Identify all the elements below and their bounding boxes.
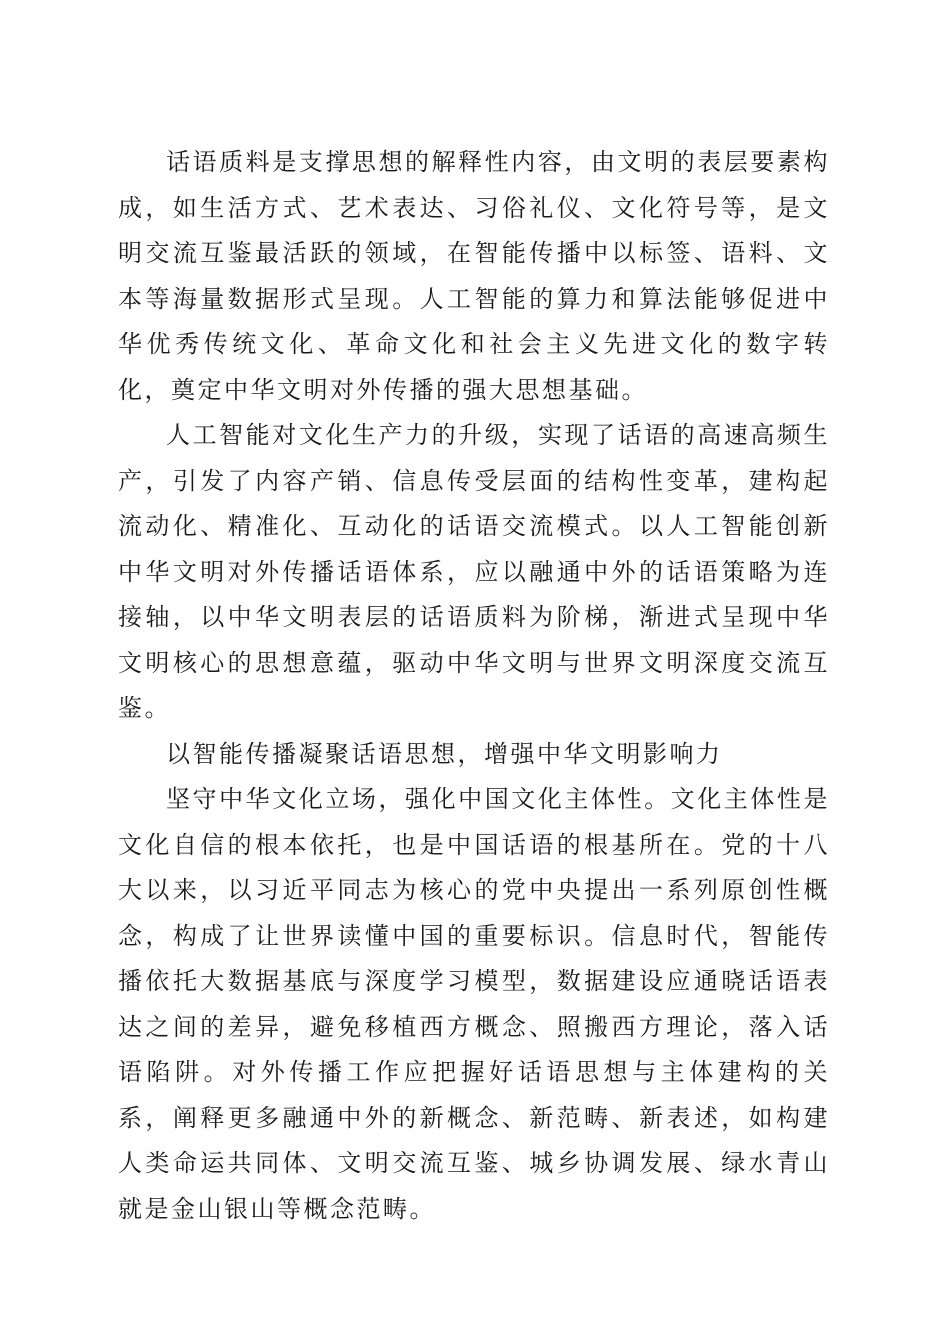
paragraph-ai-productivity: 人工智能对文化生产力的升级，实现了话语的高速高频生产，引发了内容产销、信息传受层面的结构性变革，建构起流动化、精准化、互动化的话语交流模式。以人工智能创新中华文明对外传播话语体系，应以融通中外的话语策略为连接轴，以中华文明表层的话语质料为阶梯，渐进式呈现中华文明核心的思想意蕴，驱动中华文明与世界文明深度交流互鉴。	[118, 421, 830, 722]
paragraph-cultural-subjectivity: 坚守中华文化立场，强化中国文化主体性。文化主体性是文化自信的根本依托，也是中国话语的根基所在。党的十八大以来，以习近平同志为核心的党中央提出一系列原创性概念，构成了让世界读懂中国的重要标识。信息时代，智能传播依托大数据基底与深度学习模型，数据建设应通晓话语表达之间的差异，避免移植西方概念、照搬西方理论，落入话语陷阱。对外传播工作应把握好话语思想与主体建构的关系，阐释更多融通中外的新概念、新范畴、新表述，如构建人类命运共同体、文明交流互鉴、城乡协调发展、绿水青山就是金山银山等概念范畴。	[118, 785, 830, 1223]
paragraph-discourse-material: 话语质料是支撑思想的解释性内容，由文明的表层要素构成，如生活方式、艺术表达、习俗礼仪、文化符号等，是文明交流互鉴最活跃的领域，在智能传播中以标签、语料、文本等海量数据形式呈现。人工智能的算力和算法能够促进中华优秀传统文化、革命文化和社会主义先进文化的数字转化，奠定中华文明对外传播的强大思想基础。	[118, 148, 830, 404]
section-heading: 以智能传播凝聚话语思想，增强中华文明影响力	[166, 739, 723, 768]
article-body	[118, 140, 830, 1232]
